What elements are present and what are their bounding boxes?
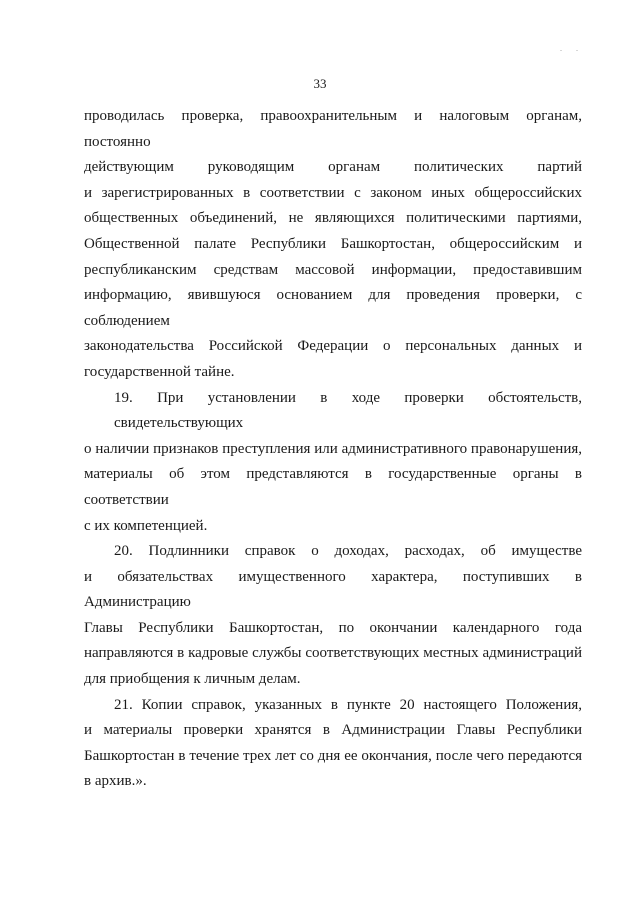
text-line: информацию, явившуюся основанием для проведения проверки, с соблюдением — [84, 287, 582, 329]
text-line: Башкортостан в течение трех лет со дня ее окончания, после чего передаются — [84, 747, 582, 764]
text-line: и обязательствах имущественного характера, поступивших в Администрацию — [84, 568, 582, 611]
text-line: для приобщения к личным делам. — [84, 671, 301, 688]
text-line: в архив.». — [84, 773, 147, 790]
text-line: направляются в кадровые службы соответствующих местных администраций — [84, 645, 582, 662]
text-line: 20. Подлинники справок о доходах, расходах, об имуществе — [114, 543, 582, 560]
text-line: материалы об этом представляются в государственные органы в соответствии — [84, 466, 582, 508]
text-line: проводилась проверка, правоохранительным и налоговым органам, постоянно — [84, 108, 582, 150]
text-line: законодательства Российской Федерации о персональных данных и — [84, 338, 582, 355]
text-line: 19. При установлении в ходе проверки обстоятельств, свидетельствующих — [114, 389, 582, 432]
page-number: 33 — [313, 76, 327, 91]
paragraph-item-19 — [84, 386, 582, 540]
corner-mark: . . — [560, 44, 584, 53]
text-line: действующим руководящим органам политических партий — [84, 159, 582, 176]
text-line: 21. Копии справок, указанных в пункте 20 настоящего Положения, — [114, 696, 582, 713]
text-line: и материалы проверки хранятся в Администрации Главы Республики — [84, 722, 582, 739]
text-line: и зарегистрированных в соответствии с законом иных общероссийских — [84, 184, 582, 201]
text-line: с их компетенцией. — [84, 517, 208, 534]
text-line: Общественной палате Республики Башкортостан, общероссийским и — [84, 235, 582, 252]
text-line: общественных объединений, не являющихся политическими партиями, — [84, 210, 582, 227]
text-line: Главы Республики Башкортостан, по окончании календарного года — [84, 619, 582, 636]
paragraph-continuation — [84, 104, 582, 386]
text-line: республиканским средствам массовой информации, предоставившим — [84, 261, 582, 278]
text-line: о наличии признаков преступления или административного правонарушения, — [84, 440, 582, 457]
paragraph-item-20 — [84, 539, 582, 693]
paragraph-item-21 — [84, 693, 582, 795]
text-line: государственной тайне. — [84, 363, 235, 380]
body-text — [84, 104, 582, 795]
